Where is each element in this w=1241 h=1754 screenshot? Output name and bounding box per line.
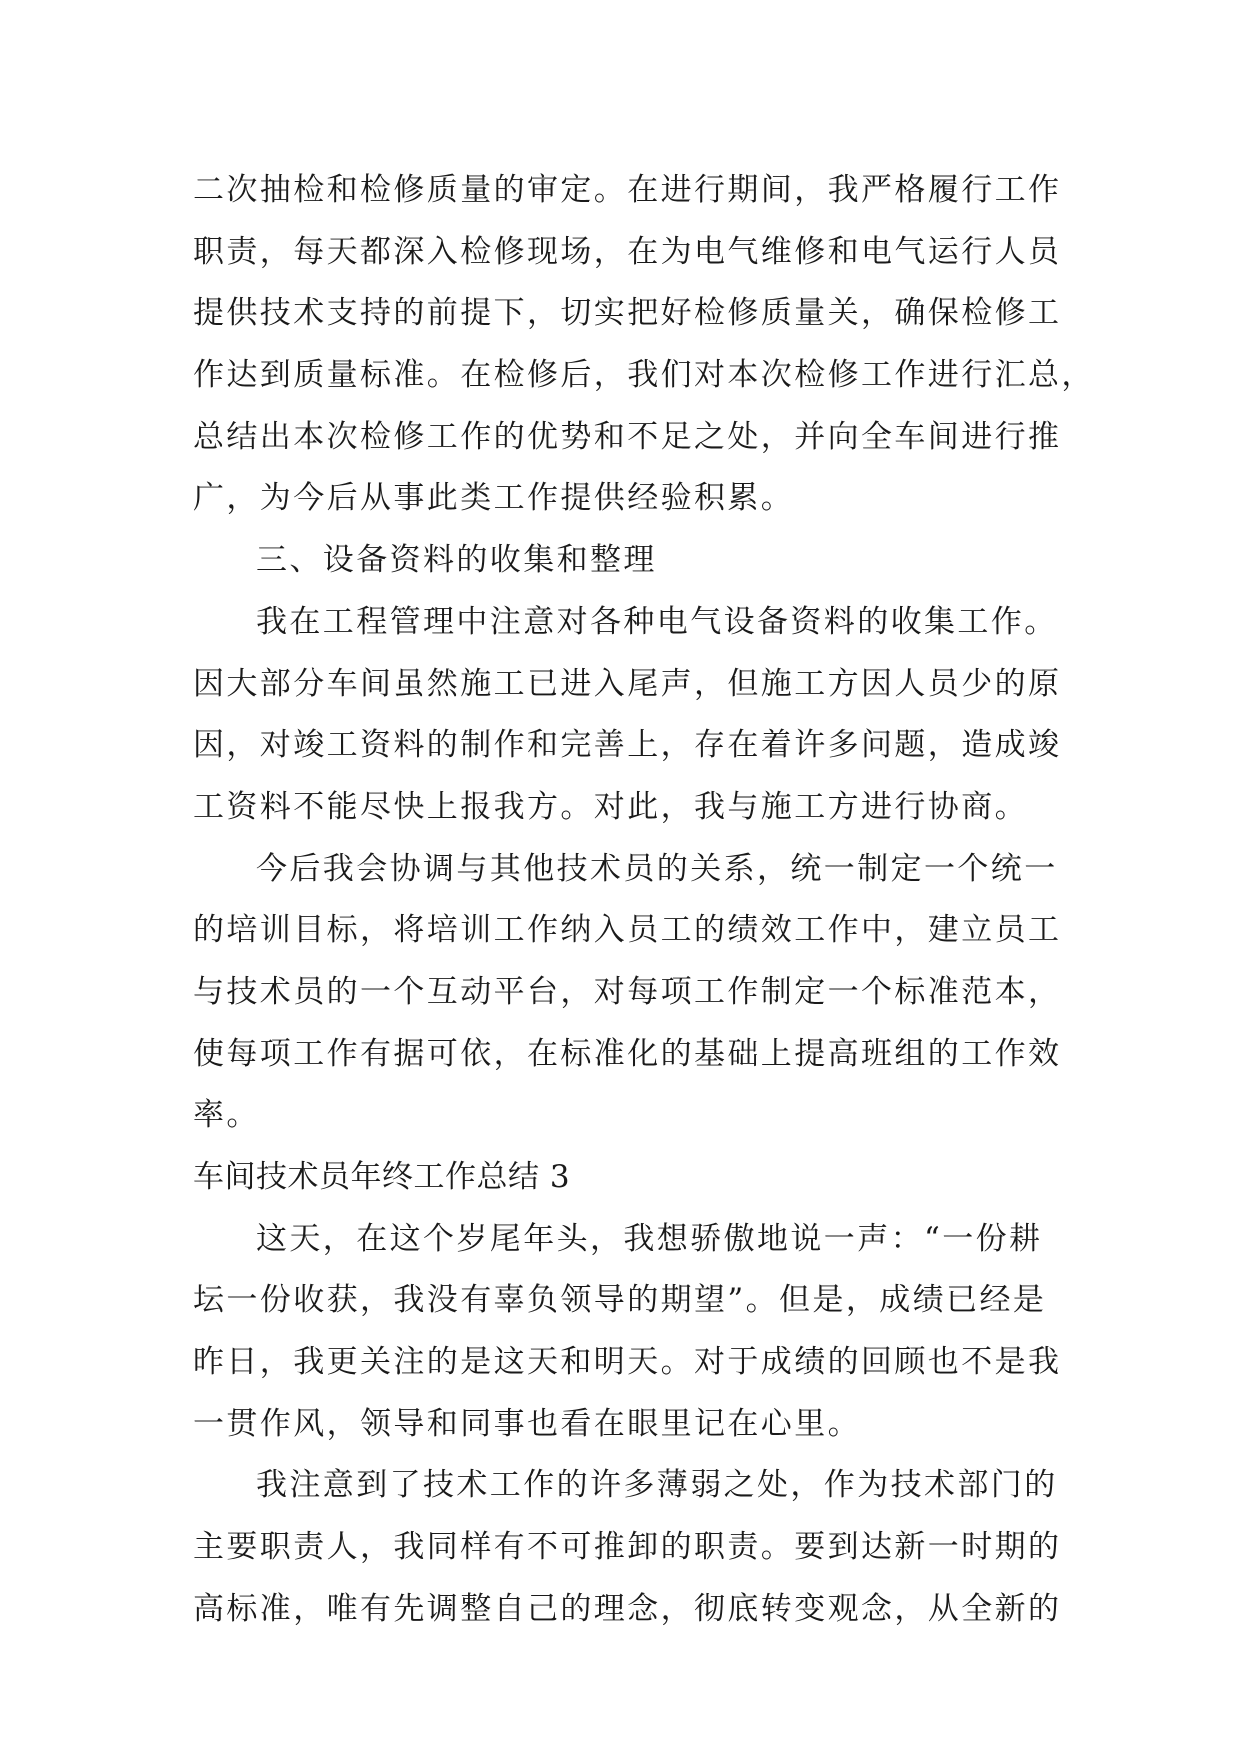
paragraph-first-line: 这天，在这个岁尾年头，我想骄傲地说一声：“一份耕 <box>256 1220 1043 1257</box>
text-line: 总结出本次检修工作的优势和不足之处，并向全车间进行推 <box>193 418 1062 455</box>
text-line: 高标准，唯有先调整自己的理念，彻底转变观念，从全新的 <box>193 1590 1062 1627</box>
document-body <box>193 160 1095 1641</box>
text-line: 一贯作风，领导和同事也看在眼里记在心里。 <box>193 1405 861 1442</box>
text-line: 职责，每天都深入检修现场，在为电气维修和电气运行人员 <box>193 233 1062 270</box>
text-line: 工资料不能尽快上报我方。对此，我与施工方进行协商。 <box>193 788 1028 825</box>
text-line: 使每项工作有据可依，在标准化的基础上提高班组的工作效 <box>193 1035 1062 1072</box>
text-line: 因，对竣工资料的制作和完善上，存在着许多问题，造成竣 <box>193 727 1062 764</box>
text-line: 二次抽检和检修质量的审定。在进行期间，我严格履行工作 <box>193 172 1062 208</box>
paragraph-first-line: 今后我会协调与其他技术员的关系，统一制定一个统一 <box>256 850 1058 887</box>
paragraph-first-line: 我在工程管理中注意对各种电气设备资料的收集工作。 <box>256 603 1058 640</box>
text-line: 的培训目标，将培训工作纳入员工的绩效工作中，建立员工 <box>193 912 1062 949</box>
text-line: 广，为今后从事此类工作提供经验积累。 <box>193 480 795 517</box>
section-heading: 三、设备资料的收集和整理 <box>256 542 657 579</box>
text-line: 坛一份收获，我没有辜负领导的期望”。但是，成绩已经是 <box>193 1282 1047 1319</box>
document-subtitle: 车间技术员年终工作总结 3 <box>193 1159 571 1195</box>
text-line: 作达到质量标准。在检修后，我们对本次检修工作进行汇总， <box>193 357 1095 394</box>
text-line: 因大部分车间虽然施工已进入尾声，但施工方因人员少的原 <box>193 665 1062 702</box>
text-line: 与技术员的一个互动平台，对每项工作制定一个标准范本， <box>193 973 1062 1010</box>
text-line: 主要职责人，我同样有不可推卸的职责。要到达新一时期的 <box>193 1529 1062 1566</box>
text-line: 昨日，我更关注的是这天和明天。对于成绩的回顾也不是我 <box>193 1344 1062 1381</box>
text-line: 率。 <box>193 1097 260 1134</box>
paragraph-first-line: 我注意到了技术工作的许多薄弱之处，作为技术部门的 <box>256 1467 1058 1504</box>
text-line: 提供技术支持的前提下，切实把好检修质量关，确保检修工 <box>193 295 1062 332</box>
